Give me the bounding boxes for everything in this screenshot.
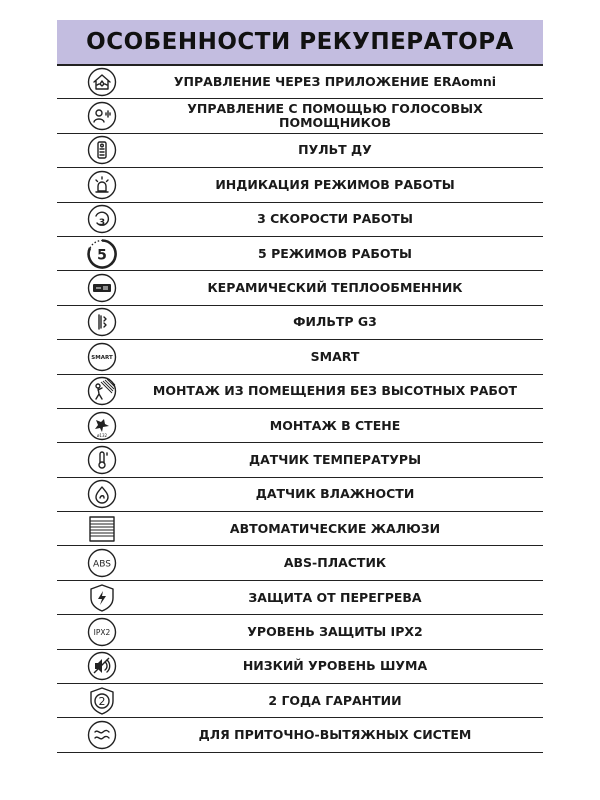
- app-house-icon: [87, 67, 117, 97]
- page-title: ОСОБЕННОСТИ РЕКУПЕРАТОРА: [86, 29, 514, 55]
- feature-label: УПРАВЛЕНИЕ ЧЕРЕЗ ПРИЛОЖЕНИЕ ERAomni: [173, 74, 497, 90]
- features-sheet: [57, 20, 543, 753]
- feature-row: [57, 649, 543, 683]
- feature-row: [57, 98, 543, 132]
- feature-row: [57, 64, 543, 98]
- feature-label: АВТОМАТИЧЕСКИЕ ЖАЛЮЗИ: [229, 520, 441, 536]
- feature-label: SMART: [310, 348, 360, 364]
- feature-label: ДЛЯ ПРИТОЧНО-ВЫТЯЖНЫХ СИСТЕМ: [198, 727, 472, 743]
- feature-row: [57, 477, 543, 511]
- feature-label: ЗАЩИТА ОТ ПЕРЕГРЕВА: [248, 589, 422, 605]
- header-bar: [57, 20, 543, 64]
- svg-text:2: 2: [98, 694, 106, 708]
- feature-row: [57, 374, 543, 408]
- wall-mounting-icon: [87, 411, 117, 441]
- feature-row: [57, 545, 543, 579]
- feature-icon-cell: [57, 478, 147, 511]
- feature-label: НИЗКИЙ УРОВЕНЬ ШУМА: [242, 658, 428, 674]
- feature-label: ПУЛЬТ ДУ: [298, 142, 372, 158]
- feature-icon-cell: [57, 306, 147, 339]
- humidity-icon: [87, 479, 117, 509]
- feature-label: МОНТАЖ В СТЕНЕ: [269, 417, 401, 433]
- svg-text:IPX2: IPX2: [93, 627, 111, 637]
- feature-label: ДАТЧИК ТЕМПЕРАТУРЫ: [248, 451, 422, 467]
- svg-text:ABS: ABS: [93, 559, 111, 570]
- feature-row: [57, 614, 543, 648]
- thermometer-icon: [87, 445, 117, 475]
- warranty-icon: [87, 686, 117, 716]
- ipx2-icon: [87, 617, 117, 647]
- remote-control-icon: [87, 135, 117, 165]
- feature-icon-cell: [57, 66, 147, 98]
- louvers-icon: [87, 514, 117, 544]
- feature-icon-cell: [57, 409, 147, 442]
- feature-label: 3 СКОРОСТИ РАБОТЫ: [257, 211, 413, 227]
- svg-text:3: 3: [98, 218, 106, 229]
- feature-row: [57, 202, 543, 236]
- feature-row: [57, 167, 543, 201]
- feature-icon-cell: [57, 684, 147, 717]
- feature-icon-cell: [57, 718, 147, 751]
- feature-row: [57, 270, 543, 304]
- feature-icon-cell: [57, 134, 147, 167]
- low-noise-icon: [87, 651, 117, 681]
- abs-icon: [87, 548, 117, 578]
- feature-icon-cell: [57, 546, 147, 579]
- smart-icon: [87, 342, 117, 372]
- feature-icon-cell: [57, 650, 147, 683]
- feature-label: ИНДИКАЦИЯ РЕЖИМОВ РАБОТЫ: [215, 176, 455, 192]
- feature-row: [57, 580, 543, 614]
- five-modes-icon: [87, 239, 117, 269]
- svg-text:5: 5: [97, 247, 107, 264]
- ceramic-exchanger-icon: [87, 273, 117, 303]
- indicator-light-icon: [87, 170, 117, 200]
- supply-exhaust-icon: [87, 720, 117, 750]
- feature-label: УПРАВЛЕНИЕ С ПОМОЩЬЮ ГОЛОСОВЫХ ПОМОЩНИКОВ: [187, 101, 483, 131]
- feature-row: [57, 236, 543, 270]
- overheat-shield-icon: [87, 583, 117, 613]
- feature-icon-cell: [57, 615, 147, 648]
- feature-icon-cell: [57, 340, 147, 373]
- feature-label: ДАТЧИК ВЛАЖНОСТИ: [255, 486, 415, 502]
- features-table: [57, 64, 543, 753]
- feature-row: [57, 408, 543, 442]
- feature-icon-cell: [57, 237, 147, 270]
- feature-icon-cell: [57, 443, 147, 476]
- feature-row: [57, 511, 543, 545]
- feature-icon-cell: [57, 375, 147, 408]
- feature-label: КЕРАМИЧЕСКИЙ ТЕПЛООБМЕННИК: [207, 280, 463, 296]
- filter-icon: [87, 307, 117, 337]
- feature-row: [57, 683, 543, 717]
- feature-row: [57, 442, 543, 476]
- voice-assistant-icon: [87, 101, 117, 131]
- feature-icon-cell: [57, 271, 147, 304]
- feature-icon-cell: [57, 99, 147, 132]
- feature-icon-cell: [57, 168, 147, 201]
- feature-row: [57, 305, 543, 339]
- svg-text:SMART: SMART: [91, 354, 113, 361]
- feature-label: УРОВЕНЬ ЗАЩИТЫ IPX2: [247, 623, 423, 639]
- feature-label: 2 ГОДА ГАРАНТИИ: [268, 692, 402, 708]
- feature-icon-cell: [57, 512, 147, 545]
- feature-label: ФИЛЬТР G3: [293, 314, 377, 330]
- indoor-mounting-icon: [87, 376, 117, 406]
- feature-row: [57, 717, 543, 751]
- svg-text:ø132: ø132: [96, 432, 108, 438]
- feature-label: 5 РЕЖИМОВ РАБОТЫ: [258, 245, 412, 261]
- feature-icon-cell: [57, 203, 147, 236]
- feature-row: [57, 339, 543, 373]
- feature-label: ABS-ПЛАСТИК: [283, 555, 387, 571]
- three-speeds-icon: [87, 204, 117, 234]
- feature-label: МОНТАЖ ИЗ ПОМЕЩЕНИЯ БЕЗ ВЫСОТНЫХ РАБОТ: [152, 383, 518, 399]
- feature-row: [57, 133, 543, 167]
- feature-icon-cell: [57, 581, 147, 614]
